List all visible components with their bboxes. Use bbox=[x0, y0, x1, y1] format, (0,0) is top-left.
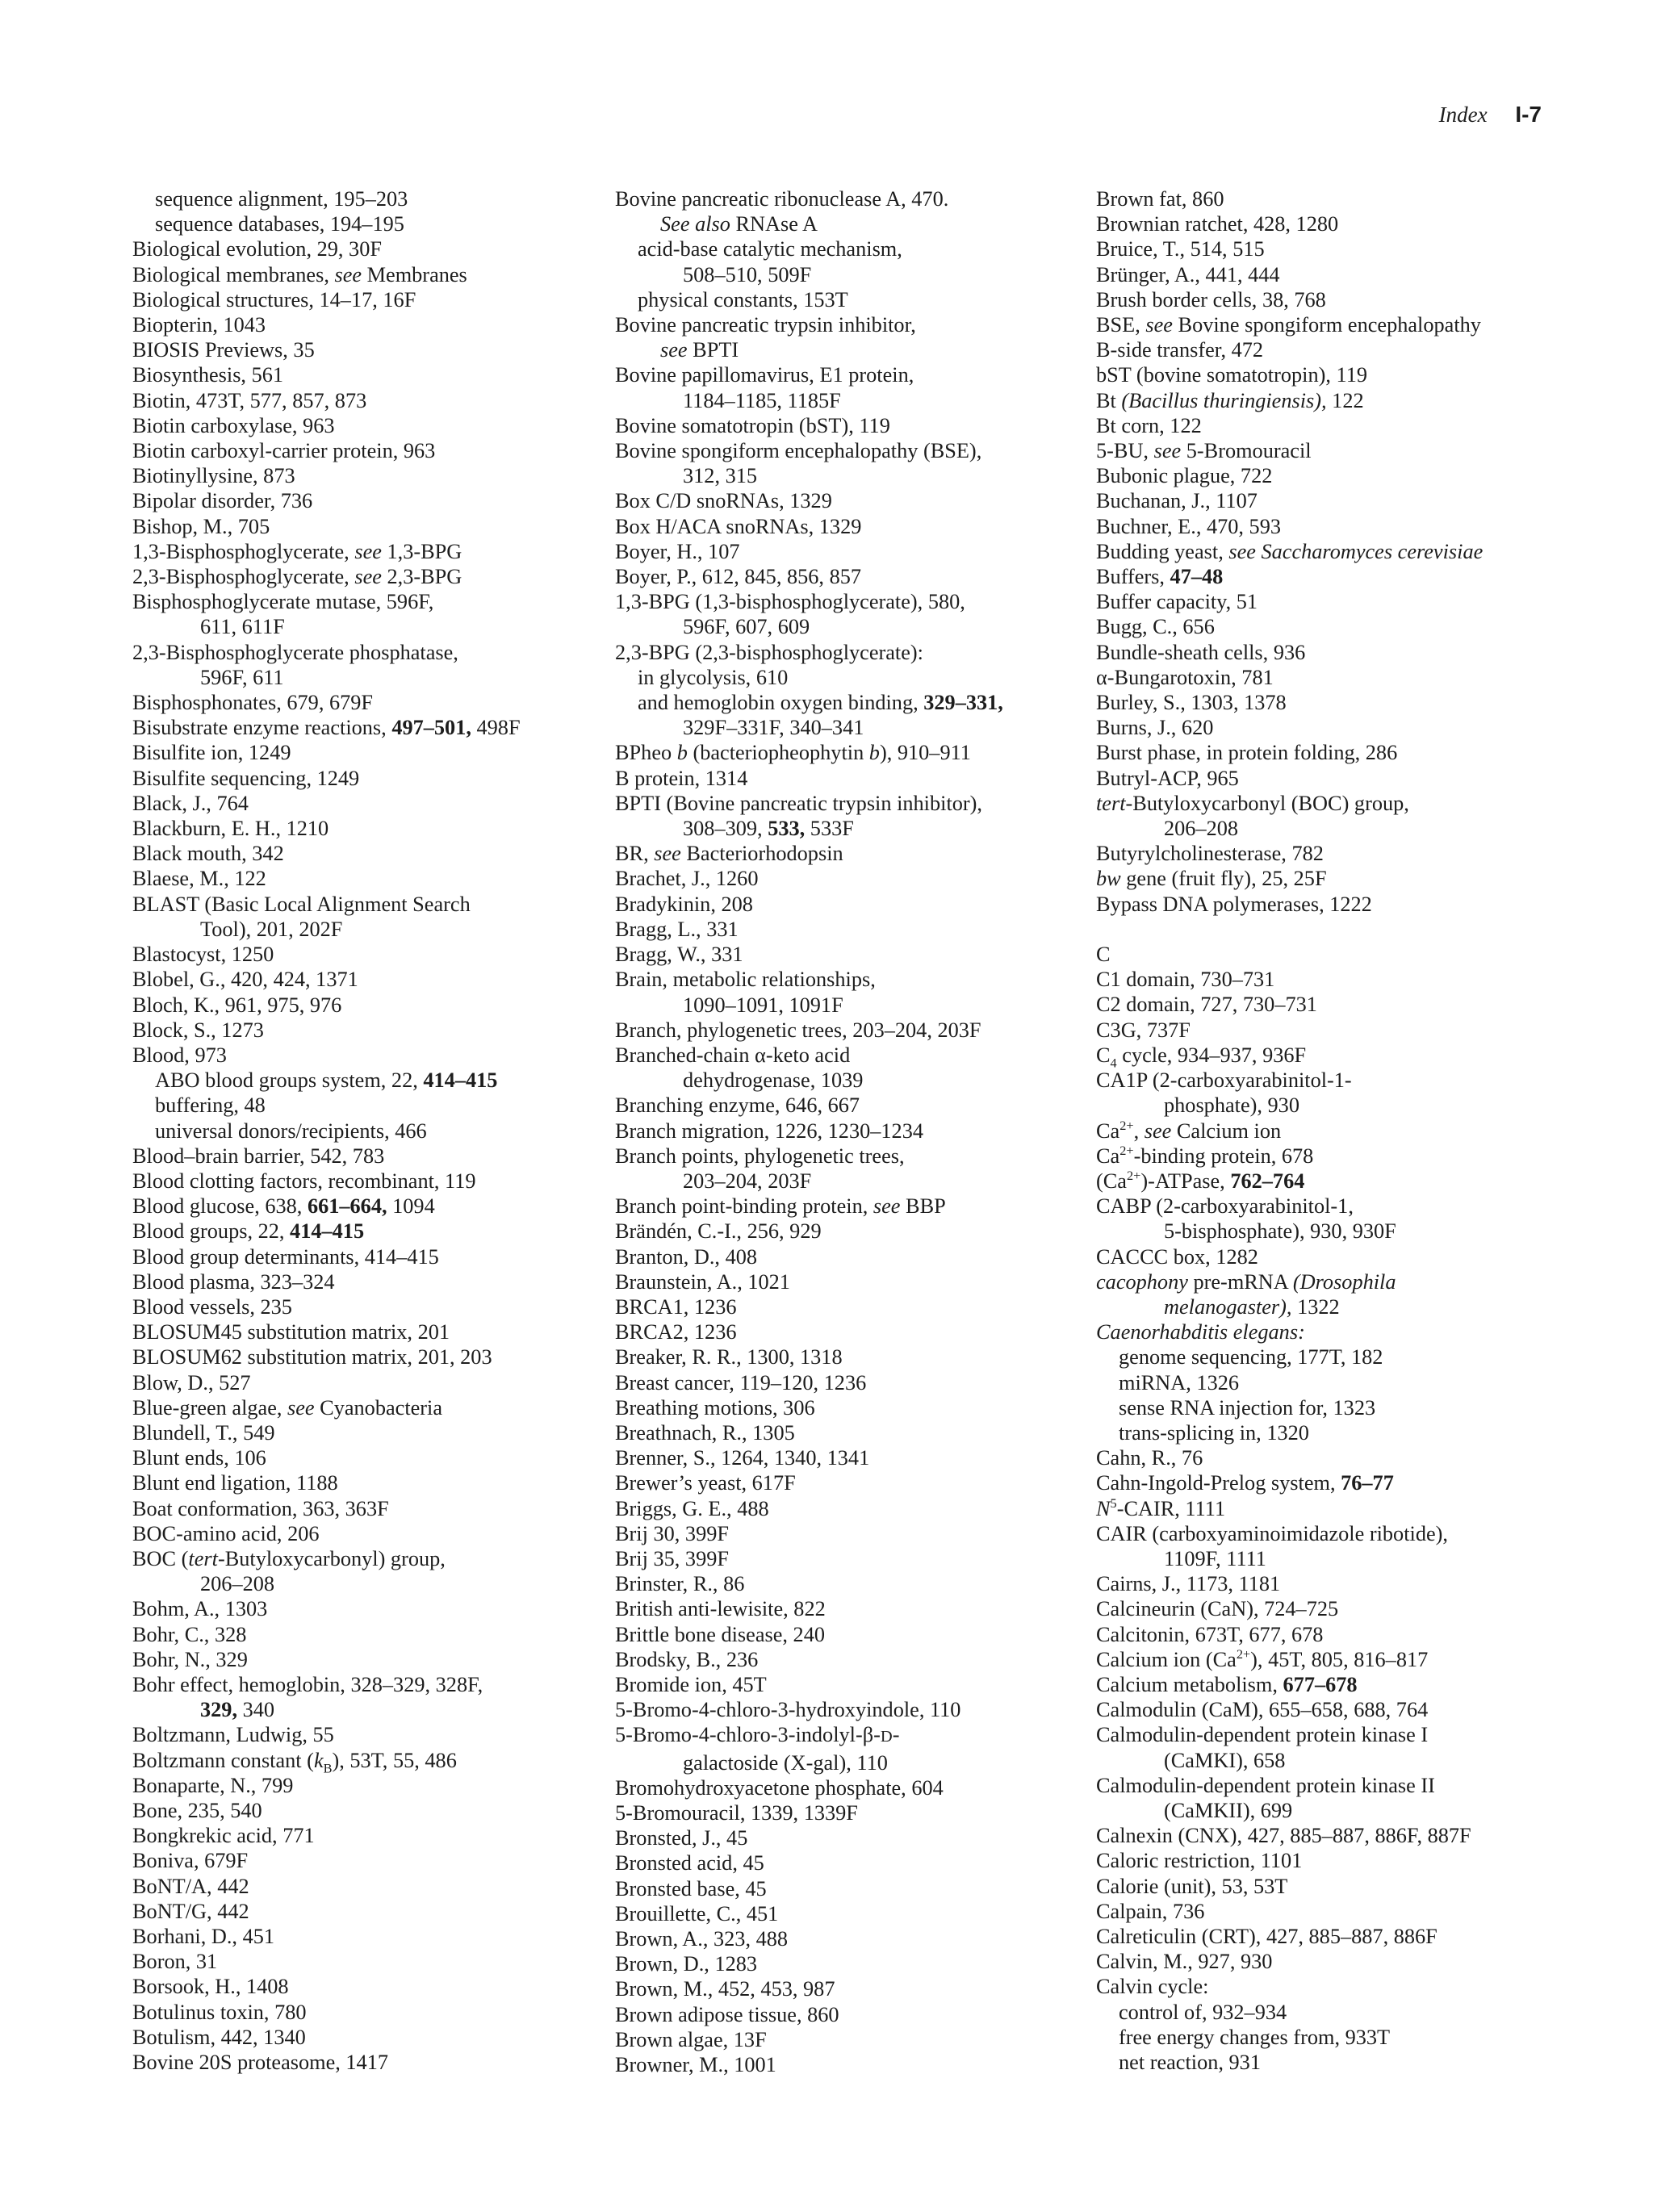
index-entry: α-Bungarotoxin, 781 bbox=[1096, 665, 1274, 689]
index-entry: BLAST (Basic Local Alignment Search bbox=[132, 892, 471, 916]
index-entry: Brown algae, 13F bbox=[615, 2027, 767, 2051]
index-entry: Boltzmann constant $(k_B)$, 53T, 55, 486 bbox=[132, 1748, 457, 1775]
index-entry: free energy changes from, 933T bbox=[1119, 2025, 1391, 2049]
index-entry: control of, 932–934 bbox=[1119, 2000, 1287, 2024]
index-entry: Bragg, W., 331 bbox=[615, 943, 743, 967]
index-entry: Brush border cells, 38, 768 bbox=[1096, 287, 1326, 312]
index-entry: see BPTI bbox=[660, 338, 739, 362]
index-entry bbox=[1096, 917, 1580, 942]
index-entry: Brown, D., 1283 bbox=[615, 1952, 758, 1976]
index-entry: Bt (Bacillus thuringiensis), 122 bbox=[1096, 388, 1364, 412]
index-entry: BSE, see Bovine spongiform encephalopathy bbox=[1096, 313, 1481, 337]
index-entry: 308–309, 533, 533F bbox=[683, 817, 854, 841]
index-entry: Bromohydroxyacetone phosphate, 604 bbox=[615, 1775, 944, 1800]
index-entry: BOC (tert-Butyloxycarbonyl) group, bbox=[132, 1546, 446, 1570]
index-entry: Brenner, S., 1264, 1340, 1341 bbox=[615, 1446, 870, 1470]
index-entry: Botulinus toxin, 780 bbox=[132, 2000, 307, 2024]
index-entry: bw gene (fruit fly), 25, 25F bbox=[1096, 867, 1327, 891]
index-entry: CABP (2-carboxyarabinitol-1, bbox=[1096, 1194, 1354, 1219]
index-entry: Caenorhabditis elegans: bbox=[1096, 1320, 1305, 1344]
index-entry: Buchanan, J., 1107 bbox=[1096, 489, 1258, 513]
index-entry: Bohr, C., 328 bbox=[132, 1622, 247, 1646]
index-entry: 5-BU, see 5-Bromouracil bbox=[1096, 439, 1312, 463]
index-entry: Bragg, L., 331 bbox=[615, 917, 739, 941]
index-entry: Biological structures, 14–17, 16F bbox=[132, 287, 416, 312]
index-entry: $Ca^{2+}$-binding protein, 678 bbox=[1096, 1142, 1314, 1168]
index-entry: CA1P (2-carboxyarabinitol-1- bbox=[1096, 1068, 1352, 1093]
index-entry: Calmodulin-dependent protein kinase I bbox=[1096, 1723, 1429, 1747]
index-entry: Black mouth, 342 bbox=[132, 842, 284, 866]
index-entry: net reaction, 931 bbox=[1119, 2051, 1261, 2075]
index-entry: in glycolysis, 610 bbox=[638, 665, 789, 689]
index-entry: Tool), 201, 202F bbox=[200, 917, 343, 941]
index-entry: 596F, 607, 609 bbox=[683, 615, 810, 639]
index-entry: Bronsted, J., 45 bbox=[615, 1826, 748, 1850]
index-entry: Bloch, K., 961, 975, 976 bbox=[132, 993, 342, 1017]
index-entry: phosphate), 930 bbox=[1164, 1093, 1299, 1118]
index-entry: and hemoglobin oxygen binding, 329–331, bbox=[638, 691, 1003, 715]
index-entry: Butyrylcholinesterase, 782 bbox=[1096, 842, 1324, 866]
index-entry: British anti-lewisite, 822 bbox=[615, 1597, 826, 1621]
index-entry: See also RNAse A bbox=[660, 212, 818, 236]
index-entry: Brinster, R., 86 bbox=[615, 1572, 745, 1596]
index-entry: Buffer capacity, 51 bbox=[1096, 590, 1258, 614]
index-entry: Blobel, G., 420, 424, 1371 bbox=[132, 968, 358, 992]
index-entry: 5-Bromouracil, 1339, 1339F bbox=[615, 1801, 858, 1825]
index-entry: Box C/D snoRNAs, 1329 bbox=[615, 489, 832, 513]
index-entry: Cairns, J., 1173, 1181 bbox=[1096, 1572, 1281, 1596]
index-entry: Brain, metabolic relationships, bbox=[615, 968, 876, 992]
index-entry: (CaMKI), 658 bbox=[1164, 1748, 1286, 1772]
index-entry: $N^5$-CAIR, 1111 bbox=[1096, 1495, 1226, 1520]
index-entry: Branton, D., 408 bbox=[615, 1244, 758, 1269]
index-entry: Blunt ends, 106 bbox=[132, 1446, 266, 1470]
index-entry: Brij 30, 399F bbox=[615, 1521, 729, 1545]
index-entry: Blood groups, 22, 414–415 bbox=[132, 1219, 365, 1244]
index-entry: Blood vessels, 235 bbox=[132, 1294, 292, 1319]
index-entry: Boat conformation, 363, 363F bbox=[132, 1496, 389, 1520]
index-entry: $Ca^{2+}$, see Calcium ion bbox=[1096, 1117, 1282, 1143]
index-entry: Blood glucose, 638, 661–664, 1094 bbox=[132, 1194, 435, 1219]
index-entry: Boyer, H., 107 bbox=[615, 539, 740, 563]
index-entry: Boron, 31 bbox=[132, 1950, 218, 1974]
index-entry: BRCA1, 1236 bbox=[615, 1294, 737, 1319]
index-entry: Calcineurin (CaN), 724–725 bbox=[1096, 1597, 1339, 1621]
index-entry: Bronsted acid, 45 bbox=[615, 1851, 764, 1875]
index-entry: Brown, M., 452, 453, 987 bbox=[615, 1977, 835, 2001]
index-entry: Boniva, 679F bbox=[132, 1849, 249, 1873]
index-entry: BLOSUM62 substitution matrix, 201, 203 bbox=[132, 1345, 492, 1369]
index-entry: Bohm, A., 1303 bbox=[132, 1597, 268, 1621]
index-entry: Calorie (unit), 53, 53T bbox=[1096, 1874, 1288, 1898]
index-entry: BoNT/A, 442 bbox=[132, 1874, 249, 1898]
index-entry: Biological membranes, see Membranes bbox=[132, 262, 467, 286]
index-entry: C1 domain, 730–731 bbox=[1096, 968, 1275, 992]
index-entry: Black, J., 764 bbox=[132, 791, 249, 815]
index-entry: Brachet, J., 1260 bbox=[615, 867, 759, 891]
index-entry: 1109F, 1111 bbox=[1164, 1546, 1266, 1570]
index-entry: Bisulfite sequencing, 1249 bbox=[132, 766, 360, 790]
index-entry: Blundell, T., 549 bbox=[132, 1420, 275, 1445]
index-entry: Blue-green algae, see Cyanobacteria bbox=[132, 1395, 443, 1420]
index-entry: Bohr effect, hemoglobin, 328–329, 328F, bbox=[132, 1672, 483, 1696]
index-entry: Burley, S., 1303, 1378 bbox=[1096, 691, 1287, 715]
index-entry: Branch migration, 1226, 1230–1234 bbox=[615, 1119, 923, 1143]
index-entry: Botulism, 442, 1340 bbox=[132, 2025, 306, 2049]
index-entry: Bisphosphoglycerate mutase, 596F, bbox=[132, 590, 434, 614]
index-entry: Blood, 973 bbox=[132, 1043, 227, 1067]
index-entry: Calreticulin (CRT), 427, 885–887, 886F bbox=[1096, 1925, 1437, 1948]
index-entry: BR, see Bacteriorhodopsin bbox=[615, 842, 843, 866]
index-entry: Blastocyst, 1250 bbox=[132, 943, 274, 967]
index-entry: Brown, A., 323, 488 bbox=[615, 1927, 789, 1951]
index-entry: 5-bisphosphate), 930, 930F bbox=[1164, 1219, 1396, 1244]
index-entry: Calnexin (CNX), 427, 885–887, 886F, 887F bbox=[1096, 1824, 1471, 1848]
index-entry: Caloric restriction, 1101 bbox=[1096, 1849, 1303, 1873]
index-entry: Buchner, E., 470, 593 bbox=[1096, 514, 1282, 538]
index-entry: BIOSIS Previews, 35 bbox=[132, 338, 315, 362]
index-entry: Biosynthesis, 561 bbox=[132, 363, 284, 387]
header-label: Index bbox=[1438, 102, 1488, 127]
index-column-3 bbox=[1096, 186, 1580, 2075]
index-entry: Blow, D., 527 bbox=[132, 1370, 251, 1395]
index-entry: 508–510, 509F bbox=[683, 262, 812, 286]
index-entry: Bisphosphonates, 679, 679F bbox=[132, 691, 374, 715]
index-entry: bST (bovine somatotropin), 119 bbox=[1096, 363, 1367, 387]
index-entry: BoNT/G, 442 bbox=[132, 1899, 249, 1923]
index-entry: Bruice, T., 514, 515 bbox=[1096, 237, 1265, 261]
index-entry: Bt corn, 122 bbox=[1096, 413, 1202, 437]
index-entry: 2,3-BPG (2,3-bisphosphoglycerate): bbox=[615, 640, 923, 664]
index-entry: Blunt end ligation, 1188 bbox=[132, 1471, 338, 1495]
index-entry: Borsook, H., 1408 bbox=[132, 1975, 289, 1999]
index-entry: galactoside (X-gal), 110 bbox=[683, 1750, 888, 1775]
index-entry: Briggs, G. E., 488 bbox=[615, 1496, 769, 1520]
index-entry: Brownian ratchet, 428, 1280 bbox=[1096, 212, 1339, 236]
index-entry: 312, 315 bbox=[683, 464, 758, 488]
index-entry: C bbox=[1096, 943, 1111, 967]
index-entry: universal donors/recipients, 466 bbox=[155, 1119, 427, 1143]
index-entry: Burns, J., 620 bbox=[1096, 716, 1214, 740]
index-entry: Calvin cycle: bbox=[1096, 1975, 1209, 1999]
index-entry: Branched-chain α-keto acid bbox=[615, 1043, 851, 1067]
index-entry: Bovine papillomavirus, E1 protein, bbox=[615, 363, 914, 387]
index-entry: Bromide ion, 45T bbox=[615, 1672, 767, 1696]
index-entry: Blood group determinants, 414–415 bbox=[132, 1244, 439, 1269]
index-entry: 5-Bromo-4-chloro-3-hydroxyindole, 110 bbox=[615, 1698, 961, 1722]
index-entry: Bisubstrate enzyme reactions, 497–501, 498F bbox=[132, 716, 521, 740]
index-entry: Branch, phylogenetic trees, 203–204, 203F bbox=[615, 1018, 981, 1042]
index-entry: Brouillette, C., 451 bbox=[615, 1901, 779, 1926]
index-entry: 1,3-Bisphosphoglycerate, see 1,3-BPG bbox=[132, 539, 462, 563]
index-entry: B protein, 1314 bbox=[615, 766, 748, 790]
index-entry: Calmodulin-dependent protein kinase II bbox=[1096, 1773, 1435, 1797]
index-entry: dehydrogenase, 1039 bbox=[683, 1068, 864, 1093]
index-entry: Blaese, M., 122 bbox=[132, 867, 266, 891]
index-entry: Blood plasma, 323–324 bbox=[132, 1269, 335, 1294]
index-entry: Bipolar disorder, 736 bbox=[132, 489, 313, 513]
index-entry: Bypass DNA polymerases, 1222 bbox=[1096, 892, 1372, 916]
index-entry: Bongkrekic acid, 771 bbox=[132, 1824, 315, 1848]
index-entry: Brändén, C.-I., 256, 929 bbox=[615, 1219, 822, 1244]
index-entry: trans-splicing in, 1320 bbox=[1119, 1420, 1309, 1445]
index-entry: 1,3-BPG (1,3-bisphosphoglycerate), 580, bbox=[615, 590, 965, 614]
index-entry: Brij 35, 399F bbox=[615, 1546, 729, 1570]
index-entry: Biotin carboxyl-carrier protein, 963 bbox=[132, 439, 436, 463]
index-entry: sense RNA injection for, 1323 bbox=[1119, 1395, 1376, 1420]
index-entry: Bone, 235, 540 bbox=[132, 1799, 262, 1822]
index-entry: Biotin, 473T, 577, 857, 873 bbox=[132, 388, 367, 412]
index-entry: BPTI (Bovine pancreatic trypsin inhibitor), bbox=[615, 791, 982, 815]
index-entry: 2,3-Bisphosphoglycerate phosphatase, bbox=[132, 640, 458, 664]
index-entry: 206–208 bbox=[1164, 817, 1239, 841]
index-entry: Bovine 20S proteasome, 1417 bbox=[132, 2051, 388, 2075]
index-entry: 1090–1091, 1091F bbox=[683, 993, 843, 1017]
index-entry: Boltzmann, Ludwig, 55 bbox=[132, 1723, 334, 1747]
index-entry: 329, 340 bbox=[200, 1698, 275, 1722]
index-entry: Brünger, A., 441, 444 bbox=[1096, 262, 1280, 286]
index-entry: Bonaparte, N., 799 bbox=[132, 1773, 294, 1797]
index-entry: Bovine somatotropin (bST), 119 bbox=[615, 413, 890, 437]
index-entry: Bovine pancreatic ribonuclease A, 470. bbox=[615, 187, 949, 211]
index-entry: 5-Bromo-4-chloro-3-indolyl-β-D- bbox=[615, 1723, 900, 1747]
index-entry: Cahn, R., 76 bbox=[1096, 1446, 1203, 1470]
index-entry: Breathing motions, 306 bbox=[615, 1395, 815, 1420]
index-entry: BRCA2, 1236 bbox=[615, 1320, 737, 1344]
index-entry: Blackburn, E. H., 1210 bbox=[132, 817, 329, 841]
index-entry: Branching enzyme, 646, 667 bbox=[615, 1093, 860, 1118]
index-entry: Burst phase, in protein folding, 286 bbox=[1096, 741, 1398, 765]
index-entry: Brown fat, 860 bbox=[1096, 187, 1224, 211]
index-entry: Biotinyllysine, 873 bbox=[132, 464, 295, 488]
index-entry: Calpain, 736 bbox=[1096, 1899, 1205, 1923]
index-entry: Butryl-ACP, 965 bbox=[1096, 766, 1239, 790]
index-entry: Bubonic plague, 722 bbox=[1096, 464, 1273, 488]
index-entry: cacophony pre-mRNA (Drosophila bbox=[1096, 1269, 1396, 1294]
index-entry: C2 domain, 727, 730–731 bbox=[1096, 993, 1317, 1017]
index-entry: ABO blood groups system, 22, 414–415 bbox=[155, 1068, 498, 1093]
index-entry: 596F, 611 bbox=[200, 665, 284, 689]
index-entry: Brewer’s yeast, 617F bbox=[615, 1471, 796, 1495]
index-entry: C3G, 737F bbox=[1096, 1018, 1191, 1042]
index-entry: Branch points, phylogenetic trees, bbox=[615, 1144, 905, 1168]
index-entry: Blood clotting factors, recombinant, 119 bbox=[132, 1169, 476, 1193]
index-entry: Calmodulin (CaM), 655–658, 688, 764 bbox=[1096, 1698, 1429, 1722]
index-entry: Blood–brain barrier, 542, 783 bbox=[132, 1144, 385, 1168]
index-entry: Calcium ion $(Ca^{2+})$, 45T, 805, 816–817 bbox=[1096, 1646, 1429, 1671]
index-entry: Biological evolution, 29, 30F bbox=[132, 237, 382, 261]
index-entry: Bovine spongiform encephalopathy (BSE), bbox=[615, 439, 982, 463]
index-column-2 bbox=[615, 186, 1067, 2077]
index-entry: Boyer, P., 612, 845, 856, 857 bbox=[615, 565, 862, 589]
index-entry: 2,3-Bisphosphoglycerate, see 2,3-BPG bbox=[132, 565, 462, 589]
index-entry: Breathnach, R., 1305 bbox=[615, 1420, 795, 1445]
index-entry: melanogaster), 1322 bbox=[1164, 1294, 1340, 1319]
index-entry: sequence databases, 194–195 bbox=[155, 212, 404, 236]
index-entry: Bishop, M., 705 bbox=[132, 514, 270, 538]
index-entry: Calcium metabolism, 677–678 bbox=[1096, 1672, 1358, 1696]
index-entry: Browner, M., 1001 bbox=[615, 2053, 776, 2077]
index-entry: Borhani, D., 451 bbox=[132, 1925, 275, 1949]
index-entry: physical constants, 153T bbox=[638, 287, 848, 312]
index-entry: 1184–1185, 1185F bbox=[683, 388, 841, 412]
index-column-1 bbox=[132, 186, 584, 2075]
index-entry: Biopterin, 1043 bbox=[132, 313, 266, 337]
index-entry: Bovine pancreatic trypsin inhibitor, bbox=[615, 313, 916, 337]
index-entry: Bundle-sheath cells, 936 bbox=[1096, 640, 1306, 664]
index-entry: Branch point-binding protein, see BBP bbox=[615, 1194, 946, 1219]
index-entry: Calvin, M., 927, 930 bbox=[1096, 1950, 1273, 1974]
index-entry: CACCC box, 1282 bbox=[1096, 1244, 1258, 1269]
index-entry: BPheo b (bacteriopheophytin b), 910–911 bbox=[615, 741, 971, 765]
index-entry: 611, 611F bbox=[200, 615, 285, 639]
page-number: I-7 bbox=[1515, 102, 1542, 127]
index-entry: Braunstein, A., 1021 bbox=[615, 1269, 790, 1294]
index-entry: B-side transfer, 472 bbox=[1096, 338, 1264, 362]
index-entry: Brodsky, B., 236 bbox=[615, 1647, 759, 1671]
index-entry: Bradykinin, 208 bbox=[615, 892, 753, 916]
index-entry: genome sequencing, 177T, 182 bbox=[1119, 1345, 1383, 1369]
index-entry: Biotin carboxylase, 963 bbox=[132, 413, 335, 437]
index-entry: $(Ca^{2+})$-ATPase, 762–764 bbox=[1096, 1168, 1305, 1193]
index-entry: Bohr, N., 329 bbox=[132, 1647, 248, 1671]
index-entry: sequence alignment, 195–203 bbox=[155, 187, 408, 211]
index-entry: $C_4$ cycle, 934–937, 936F bbox=[1096, 1043, 1307, 1071]
index-entry: Breast cancer, 119–120, 1236 bbox=[615, 1370, 867, 1395]
index-entry: Buffers, 47–48 bbox=[1096, 565, 1224, 589]
index-entry: BOC-amino acid, 206 bbox=[132, 1521, 320, 1545]
index-entry: Budding yeast, see Saccharomyces cerevisiae bbox=[1096, 539, 1484, 563]
index-entry: CAIR (carboxyaminoimidazole ribotide), bbox=[1096, 1521, 1448, 1545]
index-entry: Bisulfite ion, 1249 bbox=[132, 741, 291, 765]
index-entry: Bronsted base, 45 bbox=[615, 1876, 767, 1900]
index-entry: Brown adipose tissue, 860 bbox=[615, 2002, 839, 2026]
index-entry: Breaker, R. R., 1300, 1318 bbox=[615, 1345, 843, 1369]
index-entry: tert-Butyloxycarbonyl (BOC) group, bbox=[1096, 791, 1409, 815]
index-entry: Calcitonin, 673T, 677, 678 bbox=[1096, 1622, 1324, 1646]
index-entry: Cahn-Ingold-Prelog system, 76–77 bbox=[1096, 1471, 1394, 1495]
index-entry: Brittle bone disease, 240 bbox=[615, 1622, 825, 1646]
index-entry: Bugg, C., 656 bbox=[1096, 615, 1215, 639]
index-entry: (CaMKII), 699 bbox=[1164, 1798, 1293, 1822]
index-entry: Box H/ACA snoRNAs, 1329 bbox=[615, 514, 862, 538]
running-header bbox=[1439, 102, 1542, 128]
index-entry: BLOSUM45 substitution matrix, 201 bbox=[132, 1320, 450, 1344]
index-entry: 329F–331F, 340–341 bbox=[683, 716, 864, 740]
index-entry: 203–204, 203F bbox=[683, 1169, 812, 1193]
index-entry: buffering, 48 bbox=[155, 1093, 266, 1118]
index-entry: miRNA, 1326 bbox=[1119, 1370, 1240, 1395]
index-entry: 206–208 bbox=[200, 1572, 275, 1596]
index-entry: Block, S., 1273 bbox=[132, 1018, 264, 1042]
index-entry: acid-base catalytic mechanism, bbox=[638, 237, 902, 261]
